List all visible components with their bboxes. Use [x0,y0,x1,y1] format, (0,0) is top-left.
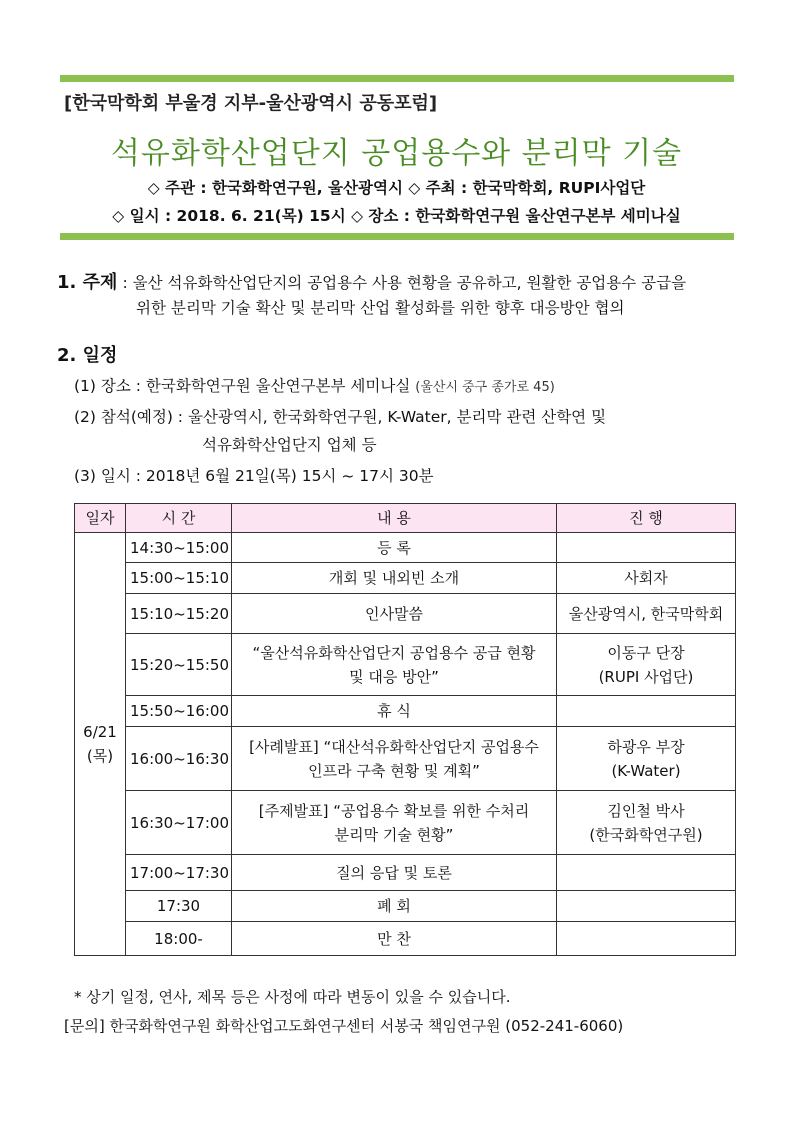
content-line: [주제발표] “공업용수 확보를 위한 수처리 [258,801,530,820]
lead-line: 사회자 [624,569,668,587]
weekday-line: (목) [86,747,114,765]
content-cell [232,791,557,855]
table-row [75,634,736,696]
time-cell: 15:00~15:10 [126,563,232,594]
lead-cell [557,855,736,891]
time-cell: 16:30~17:00 [126,791,232,855]
content-cell [232,594,557,634]
table-row [75,791,736,855]
time-cell: 15:20~15:50 [126,634,232,696]
lead-cell [557,727,736,791]
content-line: 등 록 [377,538,411,557]
content-line: 및 대응 방안” [349,667,439,686]
theme-text-line1: : 울산 석유화학산업단지의 공업용수 사용 현황을 공유하고, 원활한 공업용수 공급을 [122,274,687,292]
lead-line: 김인철 박사 [607,801,685,820]
table-row [75,533,736,563]
theme-text-line2: 위한 분리막 기술 확산 및 분리막 산업 활성화를 위한 향후 대응방안 협의 [136,299,625,317]
time-cell: 18:00- [126,922,232,956]
top-green-rule [60,75,734,82]
header-time: 시 간 [126,504,232,533]
lead-line: 울산광역시, 한국막학회 [568,604,724,623]
attendees-item-cont: 석유화학산업단지 업체 등 [202,436,377,454]
table-row [75,696,736,727]
content-cell [232,727,557,791]
content-line: 개회 및 내외빈 소개 [328,569,460,587]
lead-cell [557,791,736,855]
content-cell [232,634,557,696]
content-cell [232,855,557,891]
table-row [75,855,736,891]
theme-section [57,268,686,294]
content-line: 휴 식 [377,702,411,720]
lead-cell [557,696,736,727]
content-cell [232,696,557,727]
lead-cell [557,533,736,563]
lead-cell [557,594,736,634]
page-title: 석유화학산업단지 공업용수와 분리막 기술 [110,136,683,171]
table-row [75,922,736,956]
lead-line: (K-Water) [611,761,681,780]
content-cell [232,563,557,594]
attendees-item: (2) 참석(예정) : 울산광역시, 한국화학연구원, K-Water, 분리막 관련 산학연 및 [74,408,607,426]
time-cell: 17:30 [126,891,232,922]
header-date: 일자 [75,504,126,533]
table-header-row [75,504,736,533]
date-place-line: ◇ 일시 : 2018. 6. 21(목) 15시 ◇ 장소 : 한국화학연구원 울산연구본부 세미나실 [112,207,681,225]
lead-cell [557,891,736,922]
time-cell: 15:10~15:20 [126,594,232,634]
place-address: (울산시 중구 종가로 45) [415,380,555,395]
content-line: 질의 응답 및 토론 [336,863,452,882]
content-line: [사례발표] “대산석유화학산업단지 공업용수 [249,737,539,756]
content-line: “울산석유화학산업단지 공업용수 공급 현황 [252,643,536,662]
lead-line: (한국화학연구원) [589,825,703,844]
time-cell: 16:00~16:30 [126,727,232,791]
theme-heading: 1. 주제 [57,272,118,293]
table-row [75,727,736,791]
date-cell [75,533,126,956]
time-cell: 15:50~16:00 [126,696,232,727]
change-notice: * 상기 일정, 연사, 제목 등은 사정에 따라 변동이 있을 수 있습니다. [74,988,511,1006]
header-content: 내 용 [232,504,557,533]
date-line: 6/21 [83,723,117,741]
table-row [75,594,736,634]
content-line: 만 찬 [377,929,411,948]
lead-line: 하광우 부장 [607,737,685,756]
place-item [74,374,555,396]
contact-info: [문의] 한국화학연구원 화학산업고도화연구센터 서봉국 책임연구원 (052-241-6060) [64,1017,624,1035]
schedule-heading: 2. 일정 [57,345,118,366]
content-line: 인사말씀 [365,604,423,623]
time-cell: 14:30~15:00 [126,533,232,563]
table-row [75,563,736,594]
time-cell: 17:00~17:30 [126,855,232,891]
lead-cell [557,563,736,594]
lead-line: 이동구 단장 [607,643,685,662]
content-line: 인프라 구축 현황 및 계획” [308,761,480,780]
content-line: 분리막 기술 현황” [334,825,454,844]
bottom-green-rule [60,233,734,240]
forum-subtitle: [한국막학회 부울경 지부-울산광역시 공동포럼] [64,93,438,114]
content-cell [232,533,557,563]
place-text: (1) 장소 : 한국화학연구원 울산연구본부 세미나실 [74,377,411,395]
schedule-table [74,503,736,956]
lead-cell [557,634,736,696]
content-cell [232,922,557,956]
table-row [75,891,736,922]
organizer-line: ◇ 주관 : 한국화학연구원, 울산광역시 ◇ 주최 : 한국막학회, RUPI사업단 [147,179,646,197]
lead-line: (RUPI 사업단) [598,667,694,686]
lead-cell [557,922,736,956]
content-line: 폐 회 [377,897,411,915]
content-cell [232,891,557,922]
datetime-item: (3) 일시 : 2018년 6월 21일(목) 15시 ~ 17시 30분 [74,467,434,485]
header-lead: 진 행 [557,504,736,533]
